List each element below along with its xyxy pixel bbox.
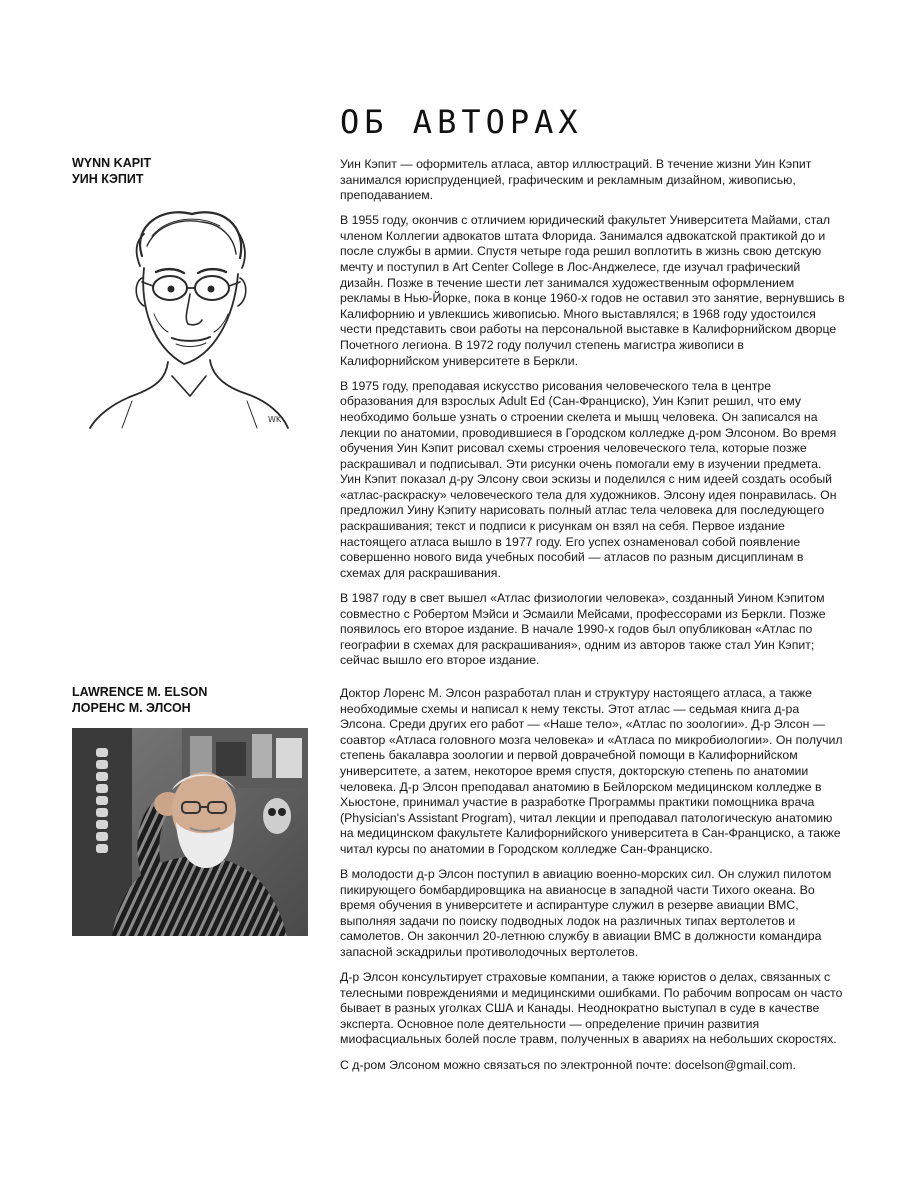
- bio-paragraph: Уин Кэпит — оформитель атласа, автор иллюстраций. В течение жизни Уин Кэпит занимался юриспруденцией, графическим и рекламным дизайном, живописью, преподаванием.: [340, 157, 812, 203]
- author-name-elson: [72, 684, 207, 716]
- bio-contact: С д-ром Элсоном можно связаться по электронной почте: docelson@gmail.com.: [340, 1057, 796, 1072]
- bio-paragraph: В 1987 году в свет вышел «Атлас физиологии человека», созданный Уином Кэпитом совместно с Робертом Мэйси и Эсмаили Мейсами, профессорами из Беркли. Позже появилось его второе издание. В начале 1990-х годов был опубликован «Атлас по географии в схемах для раскрашивания», одним из авторов также стал Уин Кэпит; сейчас вышло его второе издание.: [340, 590, 826, 668]
- bio-paragraph: В молодости д-р Элсон поступил в авиацию военно-морских сил. Он служил пилотом пикирующего бомбардировщика на авианосце в западной части Тихого океана. Во время обучения в университете и аспирантуре служил в резерве авиации ВМС, выполняя задачи по поиску подводных лодок на различных типах вертолетов и самолетов. Он закончил 20-летнюю службу в авиации ВМС в должности командира запасной эскадрильи противолодочных вертолетов.: [340, 867, 832, 959]
- portrait-sketch-icon: [72, 196, 297, 431]
- author-name-ru: ЛОРЕНС М. ЭЛСОН: [72, 701, 191, 715]
- bio-paragraph: Д-р Элсон консультирует страховые компании, а также юристов о делах, связанных с телесными повреждениями и медицинскими ошибками. По рабочим вопросам он часто бывает в разных уголках США и Канады. Неоднократно выступал в суде в качестве эксперта. Основное поле деятельности — определение причин развития миофасциальных болей после травм, полученных в авариях на небольших скоростях.: [340, 970, 843, 1047]
- author-name-en: LAWRENCE M. ELSON: [72, 685, 208, 699]
- bio-paragraph: В 1955 году, окончив с отличием юридический факультет Университета Майами, стал членом Коллегии адвокатов штата Флорида. Занимался адвокатской практикой до и после службы в армии. Спустя четыре года решил воплотить в жизнь свою детскую мечту и поступил в Art Center College в Лос-Анджелесе, где изучал графический дизайн. Позже в течение шести лет занимался художественным оформлением рекламы в Нью-Йорке, пока в конце 1960-х годов не оставил это занятие, вернувшись в Калифорнию и увлекшись живописью. Много выставлялся; в 1968 году удостоился чести представить свои работы на персональной выставке в Калифорнийском дворце Почетного легиона. В 1972 году получил степень магистра живописи в Калифорнийском университете в Беркли.: [340, 213, 845, 368]
- bio-paragraph: В 1975 году, преподавая искусство рисования человеческого тела в центре образования для взрослых Adult Ed (Сан-Франциско), Уин Кэпит решил, что ему необходимо больше узнать о строении скелета и мышц человека. Он записался на лекции по анатомии, проводившиеся в Городском колледже д-ром Элсоном. Во время обучения Уин Кэпит рисовал схемы строения человеческого тела, которые позже раскрашивал и подписывал. Эти рисунки очень помогали ему в изучении предмета. Уин Кэпит показал д-ру Элсону свои эскизы и поделился с ним идеей создать особый «атлас-раскраску» человеческого тела для художников. Элсону идея понравилась. Он предложил Уину Кэпиту нарисовать полный атлас тела человека для последующего раскрашивания; текст и подписи к рисункам он взял на себя. Первое издание настоящего атласа вышло в 1977 году. Его успех ознаменовал собой появление совершенно нового вида учебных пособий — атласов по разным дисциплинам в схемах для раскрашивания.: [340, 378, 837, 580]
- bio-paragraph: Доктор Лоренс М. Элсон разработал план и структуру настоящего атласа, а также необходимые схемы и написал к нему тексты. Этот атлас — седьмая книга д-ра Элсона. Среди других его работ — «Наше тело», «Атлас по зоологии». Д-р Элсон — соавтор «Атласа головного мозга человека» и «Атласа по микробиологии». Он получил степень бакалавра зоологии и первой доврачебной помощи в Калифорнийском университете, а затем, некоторое время спустя, докторскую степень по анатомии человека. Д-р Элсон преподавал анатомию в Бейлорском медицинском колледже в Хьюстоне, принимал участие в разработке Программы практики помощника врача (Physician's Assistant Program), читал лекции и преподавал патологическую анатомию на медицинском факультете Калифорнийского университета в Сан-Франциско, а также читал курсы по анатомии в Городском колледже Сан-Франциско.: [340, 686, 843, 856]
- portrait-photo-icon: [72, 728, 308, 936]
- page-title: ОБ АВТОРАХ: [340, 103, 583, 141]
- author-name-kapit: [72, 155, 151, 187]
- author-name-en: WYNN KAPIT: [72, 156, 152, 170]
- author-bio-elson: [340, 686, 845, 1083]
- author-name-ru: УИН КЭПИТ: [72, 172, 144, 186]
- artist-signature: WK: [268, 415, 282, 424]
- author-bio-kapit: [340, 157, 845, 678]
